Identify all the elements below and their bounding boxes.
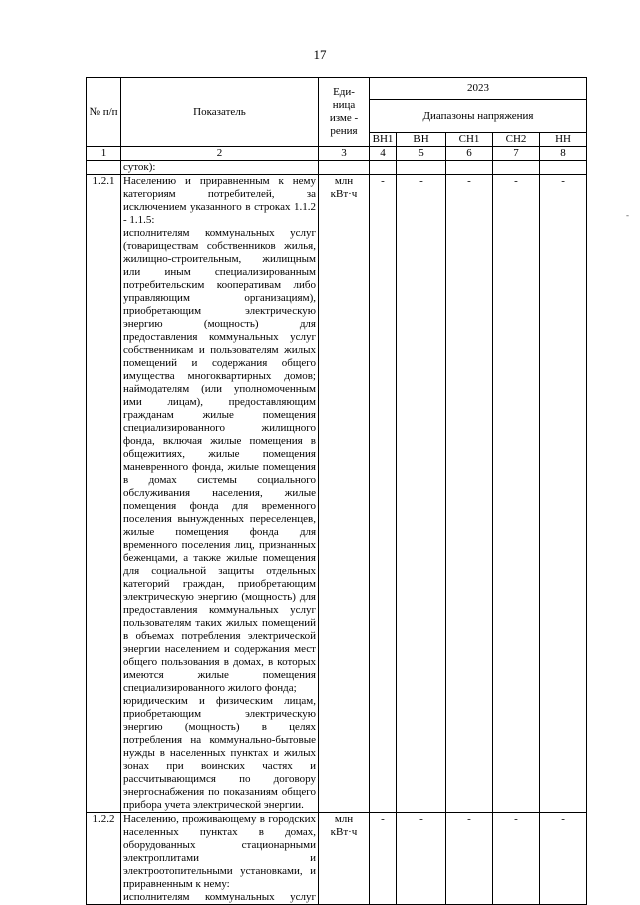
column-number-row [87,147,587,161]
col-unit-header [319,78,370,147]
column-number: 4 [370,147,397,161]
unit-header-line: изме - [329,112,359,124]
value-nn: - [540,813,587,905]
value-sn2: - [493,175,540,813]
table-row [87,175,587,813]
indicator-paragraph: исполнителям коммунальных услуг [123,891,316,903]
col-num-header: № п/п [87,78,121,147]
row-unit: млн кВт·ч [319,175,370,813]
row-number: 1.2.1 [87,175,121,813]
voltage-level-vn1: ВН1 [370,133,397,147]
row-indicator [121,813,319,905]
value-sn2: - [493,813,540,905]
row-indicator [121,161,319,175]
column-number: 8 [540,147,587,161]
value-nn [540,161,587,175]
voltage-ranges-header: Диапазоны напряжения [370,100,587,133]
value-sn1 [446,161,493,175]
table-row [87,161,587,175]
indicator-paragraph: юридическим и физическим лицам, приобретающим электрическую энергию (мощность) в целях потребления на коммунально-бытовые нужды в населенных пунктах и жилых зонах при воинских частях и рассчитывающимся по договору энергоснабжения по показаниям общего прибора учета электрической энергии. [123,695,316,811]
row-number: 1.2.2 [87,813,121,905]
col-indicator-header: Показатель [121,78,319,147]
value-nn: - [540,175,587,813]
unit-header-line: рения [330,125,358,137]
indicator-paragraph: суток): [123,161,156,173]
tariff-table [86,77,587,905]
column-number: 2 [121,147,319,161]
row-indicator [121,175,319,813]
voltage-level-sn2: СН2 [493,133,540,147]
indicator-paragraph: Населению и приравненным к нему категориям потребителей, за исключением указанного в строках 1.1.2 - 1.1.5: [123,175,316,226]
voltage-level-vn: ВН [397,133,446,147]
column-number: 5 [397,147,446,161]
value-sn1: - [446,813,493,905]
unit-header-line: Еди- [333,86,355,98]
row-unit: млн кВт·ч [319,813,370,905]
margin-mark: - [626,210,629,220]
indicator-paragraph: исполнителям коммунальных услуг (товариществам собственников жилья, жилищно-строительным, жилищным или иным специализированным потребительским кооперативам либо управляющим организациям), приобретающим электрическую энергию (мощность) для предоставления коммунальных услуг собственникам и пользователям жилых помещений и содержания общего имущества многоквартирных домов; наймодателям (или уполномоченным ими лицам), предоставляющим гражданам жилые помещения специализированного жилищного фонда, включая жилые помещения в общежитиях, жилые помещения маневренного фонда, жилые помещения в домах системы социального обслуживания населения, жилые помещения фонда для временного поселения вынужденных переселенцев, жилые помещения фонда для временного поселения лиц, признанных беженцами, а также жилые помещения для социальной защиты отдельных категорий граждан, приобретающим электрическую энергию (мощность) для предоставления коммунальных услуг пользователям таких жилых помещений в объемах потребления электрической энергии населением и содержания мест общего пользования в домах, в которых имеются жилые помещения специализированного жилого фонда; [123,227,316,694]
value-vn: - [397,175,446,813]
column-number: 6 [446,147,493,161]
value-vn1 [370,161,397,175]
value-vn: - [397,813,446,905]
voltage-level-sn1: СН1 [446,133,493,147]
column-number: 3 [319,147,370,161]
table-row [87,813,587,905]
voltage-level-nn: НН [540,133,587,147]
value-sn2 [493,161,540,175]
column-number: 1 [87,147,121,161]
value-vn [397,161,446,175]
value-vn1: - [370,813,397,905]
column-number: 7 [493,147,540,161]
page-number: 17 [313,47,327,62]
year-header: 2023 [370,78,587,100]
row-unit [319,161,370,175]
header-row-1 [87,78,587,100]
unit-header-line: ница [332,99,356,111]
indicator-paragraph: Населению, проживающему в городских населенных пунктах в домах, оборудованных стационарными электроплитами и электроотопительными установками, и приравненным к нему: [123,813,316,890]
row-number [87,161,121,175]
value-sn1: - [446,175,493,813]
value-vn1: - [370,175,397,813]
